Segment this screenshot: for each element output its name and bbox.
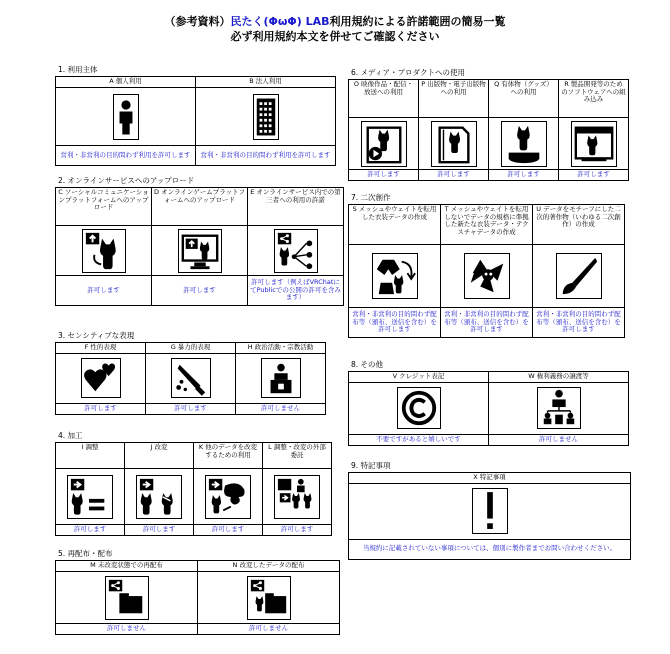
item-header: W 権利義務の譲渡等 xyxy=(489,372,629,383)
item-icon-cell xyxy=(489,118,559,170)
transfer-icon xyxy=(537,387,581,429)
item-status: 営利・非営利の目的問わず配布等（頒布、送信を含む）を許可します xyxy=(441,308,533,338)
section-sensitive xyxy=(55,331,326,415)
item-status: 許可します xyxy=(489,170,559,181)
item-icon-cell xyxy=(152,226,248,276)
permission-table xyxy=(55,560,340,635)
title-brand: 民たく(ΦωΦ) LAB xyxy=(230,15,330,28)
item-icon-cell xyxy=(196,88,336,146)
item-header: V クレジット表記 xyxy=(349,372,489,383)
item-status: 許可します（例えばVRChatにてPublicでの公開の許可を含みます） xyxy=(248,276,344,306)
modify-icon xyxy=(136,475,182,519)
outsource-icon xyxy=(274,475,320,519)
permission-table xyxy=(55,187,344,306)
item-status: 許可しません xyxy=(236,403,326,414)
item-header: H 政治活動・宗教活動 xyxy=(236,343,326,354)
section-title: 8. その他 xyxy=(351,360,384,369)
item-header: P 出版物・電子出版物への利用 xyxy=(419,80,489,118)
permission-table xyxy=(348,371,629,446)
section-title: 7. 二次創作 xyxy=(351,193,391,202)
permission-table xyxy=(55,442,332,536)
adjust-icon xyxy=(67,475,113,519)
item-status: 許可します xyxy=(263,525,332,536)
texture-icon xyxy=(464,253,510,299)
section-redistribution xyxy=(55,549,340,635)
item-icon-cell xyxy=(441,245,533,308)
item-status: 許可しません xyxy=(489,434,629,445)
upload-cat-icon xyxy=(82,229,126,273)
item-status: 許可します xyxy=(152,276,248,306)
section-title: 9. 特記事項 xyxy=(351,461,391,470)
book-cat-icon xyxy=(431,121,477,167)
video-cat-icon xyxy=(361,121,407,167)
item-status: 営利・非営利の目的問わず配布等（頒布、送信を含む）を許可します xyxy=(349,308,441,338)
person-icon xyxy=(113,94,139,140)
item-header: B 法人利用 xyxy=(196,77,336,88)
item-status: 許可しません xyxy=(56,624,198,635)
item-header: T メッシュやウェイトを転用しないでデータの規格に準拠した新たな衣装データ・テクスチャデータの作成 xyxy=(441,205,533,245)
item-icon-cell xyxy=(349,382,489,434)
item-status: 許可します xyxy=(56,403,146,414)
item-status: 当規約に記載されていない事項については、個別に製作者までお問い合わせください。 xyxy=(349,539,631,559)
item-status: 許可します xyxy=(194,525,263,536)
item-header: I 調整 xyxy=(56,443,125,469)
distribute-modified-icon xyxy=(247,576,291,620)
item-header: S メッシュやウェイトを転用した衣装データの作成 xyxy=(349,205,441,245)
item-header: M 未改変状態での再配布 xyxy=(56,561,198,572)
item-status: 許可します xyxy=(56,525,125,536)
section-title: 3. センシティブな表現 xyxy=(58,331,135,340)
podium-icon xyxy=(261,358,301,398)
item-icon-cell xyxy=(263,469,332,525)
item-icon-cell xyxy=(489,382,629,434)
figure-cat-icon xyxy=(501,121,547,167)
item-status: 許可します xyxy=(56,276,152,306)
item-header: D オンラインゲームプラットフォームへのアップロード xyxy=(152,188,248,226)
item-header: O 映像作品・配信・放送への利用 xyxy=(349,80,419,118)
item-status: 許可します xyxy=(125,525,194,536)
item-header: C ソーシャルコミュニケーションプラットフォームへのアップロード xyxy=(56,188,152,226)
item-header: E オンラインサービス内での第三者への利用の許諾 xyxy=(248,188,344,226)
item-status: 不要ですがあると嬉しいです xyxy=(349,434,489,445)
section-title: 4. 加工 xyxy=(58,431,83,440)
item-header: U データをモチーフにした二次的著作物（いわゆる二次創作）の作成 xyxy=(533,205,625,245)
item-header: J 改変 xyxy=(125,443,194,469)
item-icon-cell xyxy=(56,88,196,146)
item-icon-cell xyxy=(56,572,198,624)
section-title: 1. 利用主体 xyxy=(58,65,98,74)
item-icon-cell xyxy=(194,469,263,525)
building-icon xyxy=(253,94,279,140)
permission-table xyxy=(348,204,625,338)
item-icon-cell xyxy=(349,118,419,170)
item-header: R 製品開発等のためのソフトウェアへの組み込み xyxy=(559,80,629,118)
item-icon-cell xyxy=(559,118,629,170)
title-line-1 xyxy=(0,15,670,29)
knife-icon xyxy=(171,358,211,398)
item-icon-cell xyxy=(419,118,489,170)
item-status: 営利・非営利の目的問わず利用を許可します xyxy=(196,146,336,166)
section-media-products xyxy=(348,68,629,181)
item-header: A 個人利用 xyxy=(56,77,196,88)
item-icon-cell xyxy=(236,353,326,403)
item-status: 許可します xyxy=(146,403,236,414)
section-special-notes xyxy=(348,461,631,560)
item-header: G 暴力的表現 xyxy=(146,343,236,354)
copyright-icon xyxy=(397,387,441,429)
item-header: X 特記事項 xyxy=(349,473,631,484)
software-cat-icon xyxy=(571,121,617,167)
redistribute-icon xyxy=(105,576,149,620)
clothing-icon xyxy=(372,253,418,299)
item-status: 営利・非営利の目的問わず利用を許可します xyxy=(56,146,196,166)
parts-icon xyxy=(205,475,251,519)
permission-table xyxy=(348,79,629,181)
permission-table xyxy=(348,472,631,560)
share-network-icon xyxy=(274,229,318,273)
item-status: 許可します xyxy=(349,170,419,181)
section-derivative xyxy=(348,193,625,338)
item-icon-cell xyxy=(146,353,236,403)
section-usage-subject xyxy=(55,65,336,166)
section-online-upload xyxy=(55,176,344,306)
item-icon-cell xyxy=(125,469,194,525)
title-prefix: （参考資料） xyxy=(164,15,231,28)
item-icon-cell xyxy=(56,226,152,276)
hearts-icon xyxy=(81,358,121,398)
item-header: N 改変したデータの配布 xyxy=(198,561,340,572)
item-header: K 他のデータを改変するための利用 xyxy=(194,443,263,469)
section-title: 6. メディア・プロダクトへの使用 xyxy=(351,68,465,77)
item-header: F 性的表現 xyxy=(56,343,146,354)
item-icon-cell xyxy=(349,245,441,308)
exclamation-icon xyxy=(472,488,508,534)
title-line-2: 必ず利用規約本文を併せてご確認ください xyxy=(230,30,440,43)
section-other xyxy=(348,360,629,446)
item-icon-cell xyxy=(349,483,631,539)
item-icon-cell xyxy=(248,226,344,276)
item-icon-cell xyxy=(56,353,146,403)
section-processing xyxy=(55,431,332,536)
permission-table xyxy=(55,342,326,415)
item-icon-cell xyxy=(198,572,340,624)
monitor-cat-icon xyxy=(178,229,222,273)
section-title: 2. オンラインサービスへのアップロード xyxy=(58,176,195,185)
title-suffix: 利用規約による許諾範囲の簡易一覧 xyxy=(329,15,506,28)
item-icon-cell xyxy=(56,469,125,525)
item-header: Q 有体物（グッズ）への利用 xyxy=(489,80,559,118)
item-status: 許可しません xyxy=(198,624,340,635)
item-status: 許可します xyxy=(559,170,629,181)
item-header: L 調整・改変の外部委託 xyxy=(263,443,332,469)
item-icon-cell xyxy=(533,245,625,308)
permission-table xyxy=(55,76,336,166)
brush-icon xyxy=(556,253,602,299)
item-status: 営利・非営利の目的問わず配布等（頒布、送信を含む）を許可します xyxy=(533,308,625,338)
item-status: 許可します xyxy=(419,170,489,181)
section-title: 5. 再配布・配布 xyxy=(58,549,113,558)
